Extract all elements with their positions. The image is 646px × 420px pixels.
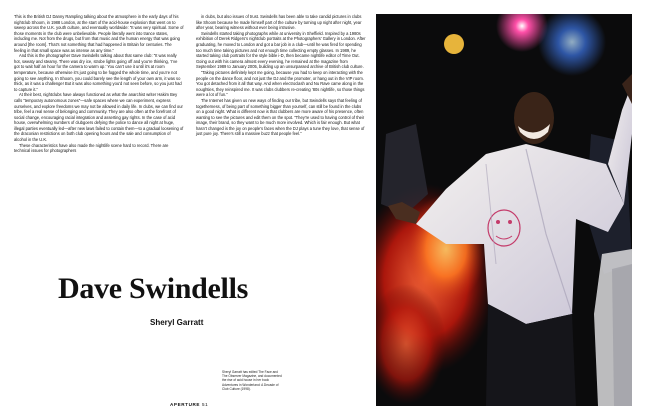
yellow-light-icon: [444, 34, 464, 54]
page-number: 51: [201, 402, 209, 407]
magazine-name: APERTURE: [170, 402, 201, 407]
article-paragraph: “Taking pictures definitely kept me going, because you had to keep on interacting with the people on the dance floor, and not just the DJ and the promoter, or hang out in the VIP room. You got detached from it all that way. And when electroclash and Nu Rave came along in the noughties, they reinspired me. It was clubs clubbers re-creating ‘80s nightlife, so those things were a lot of fun.”: [196, 69, 365, 98]
nightclub-photo: [376, 14, 632, 406]
article-author: Sheryl Garratt: [150, 318, 204, 327]
article-paragraph: And this is the photographer Dave Swindells talking about that same club: “It was really hot, sweaty and steamy. There was dry ice, strobe lights going off and you’re thinking, ‘I’ve got to wait half an hour for the camera to warm up.’ You can’t use it until it’s at room temperature, because otherwise it’s just going to be fogged the whole time, and you’re not going to see anything. In Shoom, you could barely see the length of your own arm, it was so thick, as it was a challenge! But it was also something you’d not seen before, so you just had to capture it.”: [14, 53, 182, 92]
article-paragraph: Swindells started taking photographs while at university in Sheffield. Inspired by a 1980s exhibition of Derek Ridgers’s nightclub portraits at the Photographers’ Gallery in London. After graduating, he moved to London and got a bar job in a club—until he was fired for spending too much time taking pictures and not enough time collecting empty glasses. In 1989, he started taking club portraits for the style bible i-D, then became nightlife editor of Time Out. Going out with his camera almost every evening, he remained at the magazine from September 1989 to January 2005, building up an unsurpassed archive of British club culture.: [196, 30, 366, 70]
photo-caption: Sheryl Garratt has edited The Face and The Observer Magazine, and documented the rise of acid house in her book Adventures in Wonderland: A Decade of Club Culture (1998).: [222, 370, 282, 391]
article-paragraph: This is the British DJ Danny Rampling talking about the atmosphere in the early days of his nightclub Shoom, in 1988 London, at the start of the acid-house explosion that went on to sweep across the U.K. youth culture, and eventually worldwide: “It was very spiritual. Some of those moments in the club were unbelievable. People literally went into trance states, including me. Not from the drugs, but from that music and the human energy that was going around [the room]. That’s not something that had happened in Britain for centuries. The feeling in that small space was as intense as any time.”: [14, 14, 184, 53]
article-paragraph: These characteristics have also made the nightlife scene hard to record. There are technical issues for photographers: [14, 142, 169, 154]
article-paragraph: The Internet has given us new ways of finding our tribe, but Swindells says that feeling of togetherness, of being part of something bigger than yourself, can still be found in the clubs on a good night. What is different now is that clubbers are more aware of his presence, often wanting to see the pictures and edit them on the spot. “They’re used to having control of their image, their brand, so they want to be much more involved. Which is fair enough. But what hasn’t changed is the joy on people’s faces when the DJ plays a tune they love, that sense of just pure joy. There’s still a massive buzz that people feel.”: [196, 97, 365, 137]
nightclub-photo-illustration: [376, 14, 632, 406]
article-title: Dave Swindells: [58, 272, 248, 305]
article-column-middle: [196, 14, 366, 137]
article-paragraph: in clubs, but also issues of trust. Swindells has been able to take candid pictures in clubs like Shoom because he made himself part of the culture by turning up night after night, year after year, bearing witness without ever being intrusive.: [196, 14, 362, 31]
article-paragraph: At their best, nightclubs have always functioned as what the anarchist writer Hakim Bey calls “temporary autonomous zones”—safe spaces where we can experiment, express ourselves, and explore freedoms we may not be allowed in daily life. In clubs, we can find our tribe, feel a real sense of belonging and community. They are also often at the forefront of social change, encouraging racial integration and asserting gay rights. In the case of acid house, overwhelming numbers of clubgoers defying the police to dance all night at huge, illegal parties eventually led—after new laws failed to contain them—to a gradual loosening of the draconian restrictions on both club opening hours and the sale and consumption of alcohol in the U.K.: [14, 92, 184, 143]
article-column-left: [14, 14, 184, 154]
page-folio: [170, 402, 208, 407]
